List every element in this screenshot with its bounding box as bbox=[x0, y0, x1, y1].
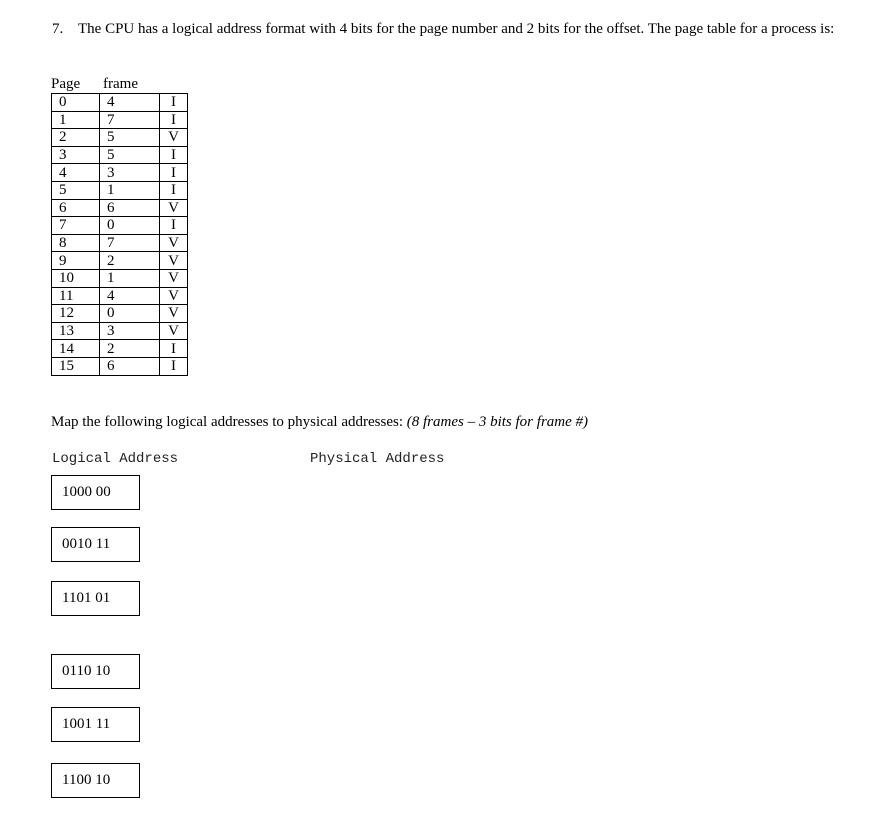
valid-flag-cell: I bbox=[160, 111, 188, 129]
valid-flag-cell: I bbox=[160, 357, 188, 375]
page-cell: 7 bbox=[52, 217, 100, 235]
question bbox=[52, 20, 842, 39]
valid-flag-cell: I bbox=[160, 164, 188, 182]
table-row bbox=[52, 305, 188, 323]
valid-flag-cell: V bbox=[160, 305, 188, 323]
frame-cell: 6 bbox=[100, 199, 160, 217]
logical-address-box: 0110 10 bbox=[51, 654, 140, 689]
valid-flag-cell: V bbox=[160, 234, 188, 252]
table-row bbox=[52, 322, 188, 340]
frame-cell: 7 bbox=[100, 234, 160, 252]
frame-cell: 5 bbox=[100, 146, 160, 164]
instruction-note: (8 frames – 3 bits for frame #) bbox=[406, 414, 589, 430]
table-row bbox=[52, 164, 188, 182]
table-row bbox=[52, 217, 188, 235]
valid-flag-cell: I bbox=[160, 146, 188, 164]
page-cell: 6 bbox=[52, 199, 100, 217]
page-cell: 12 bbox=[52, 305, 100, 323]
page-table bbox=[51, 93, 188, 376]
question-text: The CPU has a logical address format with 4 bits for the page number and 2 bits for the offset. The page table for a process is: bbox=[78, 21, 835, 37]
valid-flag-cell: I bbox=[160, 340, 188, 358]
valid-flag-cell: V bbox=[160, 322, 188, 340]
frame-cell: 5 bbox=[100, 129, 160, 147]
frame-cell: 3 bbox=[100, 164, 160, 182]
table-row bbox=[52, 287, 188, 305]
logical-address-box: 1001 11 bbox=[51, 707, 140, 742]
valid-flag-cell: V bbox=[160, 287, 188, 305]
table-row bbox=[52, 269, 188, 287]
logical-address-header: Logical Address bbox=[52, 451, 179, 467]
table-row bbox=[52, 94, 188, 112]
page-cell: 1 bbox=[52, 111, 100, 129]
logical-address-box: 1101 01 bbox=[51, 581, 140, 616]
table-row bbox=[52, 129, 188, 147]
page-cell: 8 bbox=[52, 234, 100, 252]
instruction bbox=[51, 413, 588, 432]
frame-cell: 0 bbox=[100, 305, 160, 323]
frame-cell: 2 bbox=[100, 340, 160, 358]
valid-flag-cell: V bbox=[160, 199, 188, 217]
table-row bbox=[52, 234, 188, 252]
page-cell: 13 bbox=[52, 322, 100, 340]
page-cell: 2 bbox=[52, 129, 100, 147]
logical-address-box: 0010 11 bbox=[51, 527, 140, 562]
question-number: 7. bbox=[52, 21, 64, 37]
page-cell: 4 bbox=[52, 164, 100, 182]
valid-flag-cell: I bbox=[160, 94, 188, 112]
physical-address-header: Physical Address bbox=[310, 451, 445, 467]
frame-cell: 4 bbox=[100, 94, 160, 112]
frame-cell: 0 bbox=[100, 217, 160, 235]
table-row bbox=[52, 340, 188, 358]
table-row bbox=[52, 357, 188, 375]
table-row bbox=[52, 181, 188, 199]
page-cell: 5 bbox=[52, 181, 100, 199]
table-row bbox=[52, 111, 188, 129]
table-row bbox=[52, 252, 188, 270]
page-cell: 0 bbox=[52, 94, 100, 112]
frame-column-header: frame bbox=[103, 76, 138, 92]
instruction-text: Map the following logical addresses to physical addresses: bbox=[51, 414, 407, 430]
frame-cell: 6 bbox=[100, 357, 160, 375]
table-row bbox=[52, 146, 188, 164]
frame-cell: 7 bbox=[100, 111, 160, 129]
logical-address-box: 1100 10 bbox=[51, 763, 140, 798]
page-column-header: Page bbox=[51, 76, 81, 92]
page-cell: 9 bbox=[52, 252, 100, 270]
valid-flag-cell: V bbox=[160, 129, 188, 147]
frame-cell: 2 bbox=[100, 252, 160, 270]
valid-flag-cell: V bbox=[160, 269, 188, 287]
frame-cell: 4 bbox=[100, 287, 160, 305]
logical-address-box: 1000 00 bbox=[51, 475, 140, 510]
valid-flag-cell: I bbox=[160, 181, 188, 199]
valid-flag-cell: I bbox=[160, 217, 188, 235]
frame-cell: 1 bbox=[100, 181, 160, 199]
page-cell: 11 bbox=[52, 287, 100, 305]
frame-cell: 1 bbox=[100, 269, 160, 287]
valid-flag-cell: V bbox=[160, 252, 188, 270]
page-cell: 3 bbox=[52, 146, 100, 164]
table-row bbox=[52, 199, 188, 217]
frame-cell: 3 bbox=[100, 322, 160, 340]
page-cell: 10 bbox=[52, 269, 100, 287]
page-cell: 14 bbox=[52, 340, 100, 358]
page-cell: 15 bbox=[52, 357, 100, 375]
